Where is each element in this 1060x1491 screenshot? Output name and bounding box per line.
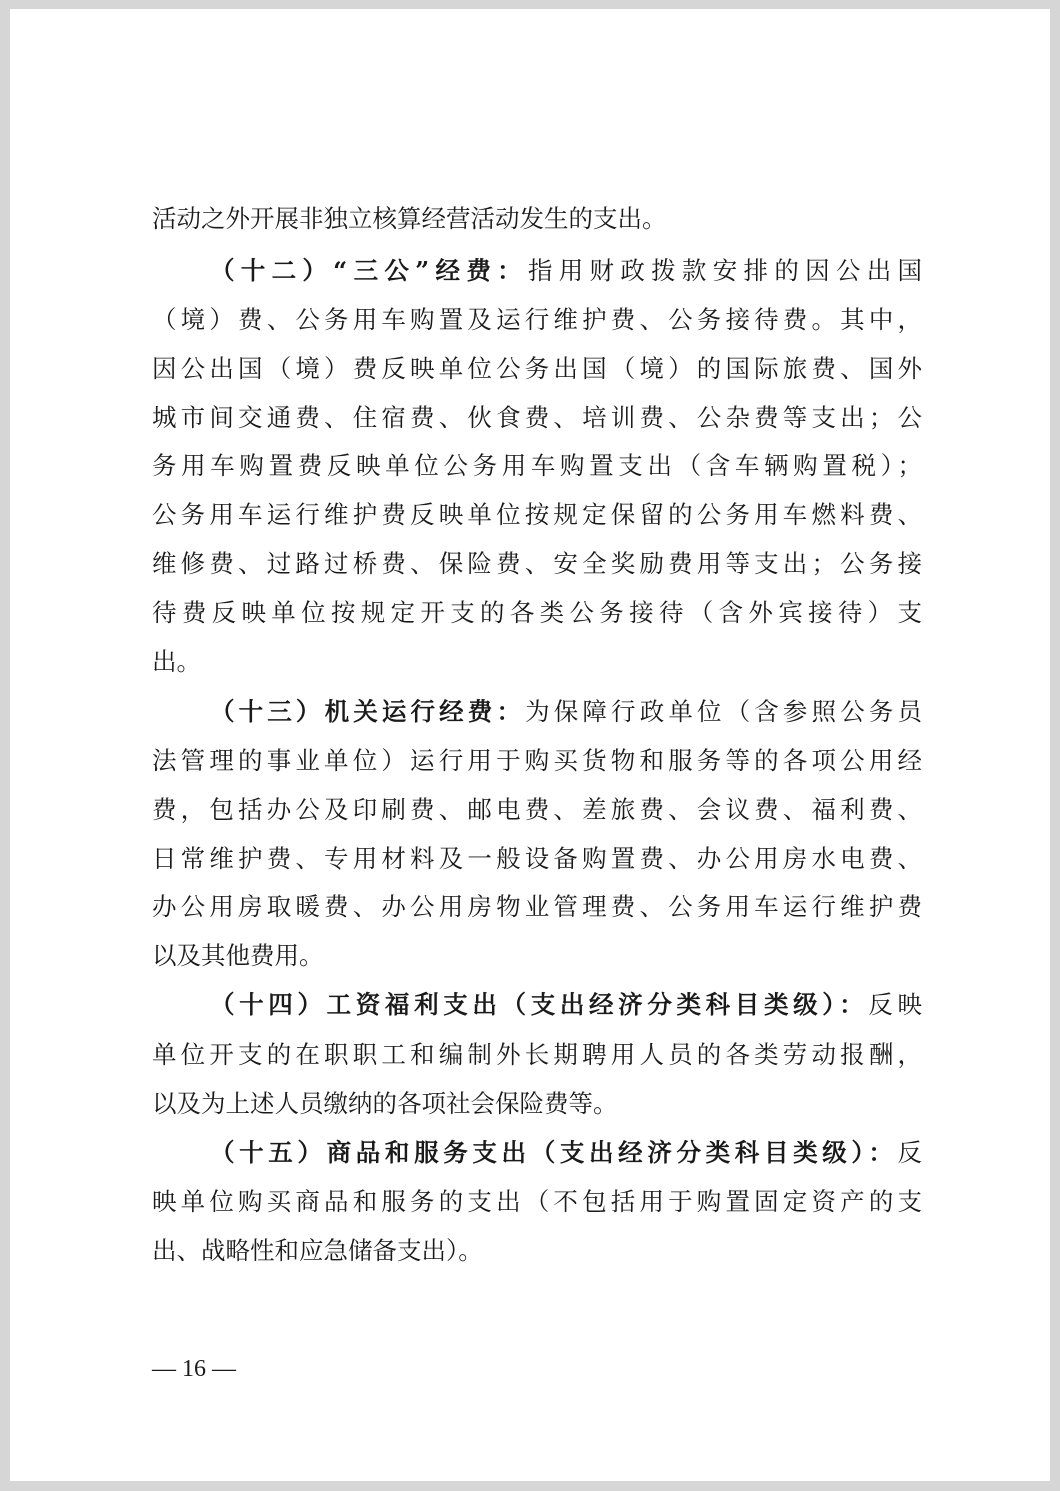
text-line-7: 公务用车运行维护费反映单位按规定保留的公务用车燃料费、	[152, 500, 922, 529]
page-number: — 16 —	[152, 1356, 236, 1382]
section-15-heading: （十五）商品和服务支出（支出经济分类科目类级）：	[210, 1138, 898, 1167]
text-line-15: 办公用房取暖费、办公用房物业管理费、公务用车运行维护费	[152, 892, 922, 921]
section-13-heading: （十三）机关运行经费：	[210, 697, 526, 726]
text-line-10: 出。	[152, 647, 201, 676]
text-line-9: 待费反映单位按规定开支的各类公务接待（含外宾接待）支	[152, 598, 922, 627]
section-15-heading-line: （十五）商品和服务支出（支出经济分类科目类级）：反	[210, 1138, 922, 1167]
text-line-14: 日常维护费、专用材料及一般设备购置费、办公用房水电费、	[152, 844, 922, 873]
section-14-heading: （十四）工资福利支出（支出经济分类科目类级）：	[210, 990, 869, 1019]
text-line-13: 费，包括办公及印刷费、邮电费、差旅费、会议费、福利费、	[152, 795, 922, 824]
text-line-8: 维修费、过路过桥费、保险费、安全奖励费用等支出；公务接	[152, 549, 922, 578]
section-12-heading-line: （十二）“三公”经费：指用财政拨款安排的因公出国	[210, 256, 923, 285]
text-line-18: 单位开支的在职职工和编制外长期聘用人员的各类劳动报酬，	[152, 1040, 922, 1069]
section-12-heading: （十二）“三公”经费：	[210, 256, 528, 285]
text-line-22: 出、战略性和应急储备支出）。	[152, 1236, 483, 1265]
text-line-3: （境）费、公务用车购置及运行维护费、公务接待费。其中，	[152, 305, 922, 334]
text-line-16: 以及其他费用。	[152, 941, 324, 970]
text-line-4: 因公出国（境）费反映单位公务出国（境）的国际旅费、国外	[152, 354, 922, 383]
text-line-1: 活动之外开展非独立核算经营活动发生的支出。	[152, 204, 667, 233]
text-line-19: 以及为上述人员缴纳的各项社会保险费等。	[152, 1089, 618, 1118]
text-line-5: 城市间交通费、住宿费、伙食费、培训费、公杂费等支出；公	[152, 403, 922, 432]
text-line-6: 务用车购置费反映单位公务用车购置支出（含车辆购置税）；	[152, 451, 922, 480]
text-line-21: 映单位购买商品和服务的支出（不包括用于购置固定资产的支	[152, 1187, 922, 1216]
text-line-12: 法管理的事业单位）运行用于购买货物和服务等的各项公用经	[152, 746, 922, 775]
section-13-heading-line: （十三）机关运行经费：为保障行政单位（含参照公务员	[210, 697, 923, 726]
section-14-heading-line: （十四）工资福利支出（支出经济分类科目类级）：反映	[210, 990, 922, 1019]
